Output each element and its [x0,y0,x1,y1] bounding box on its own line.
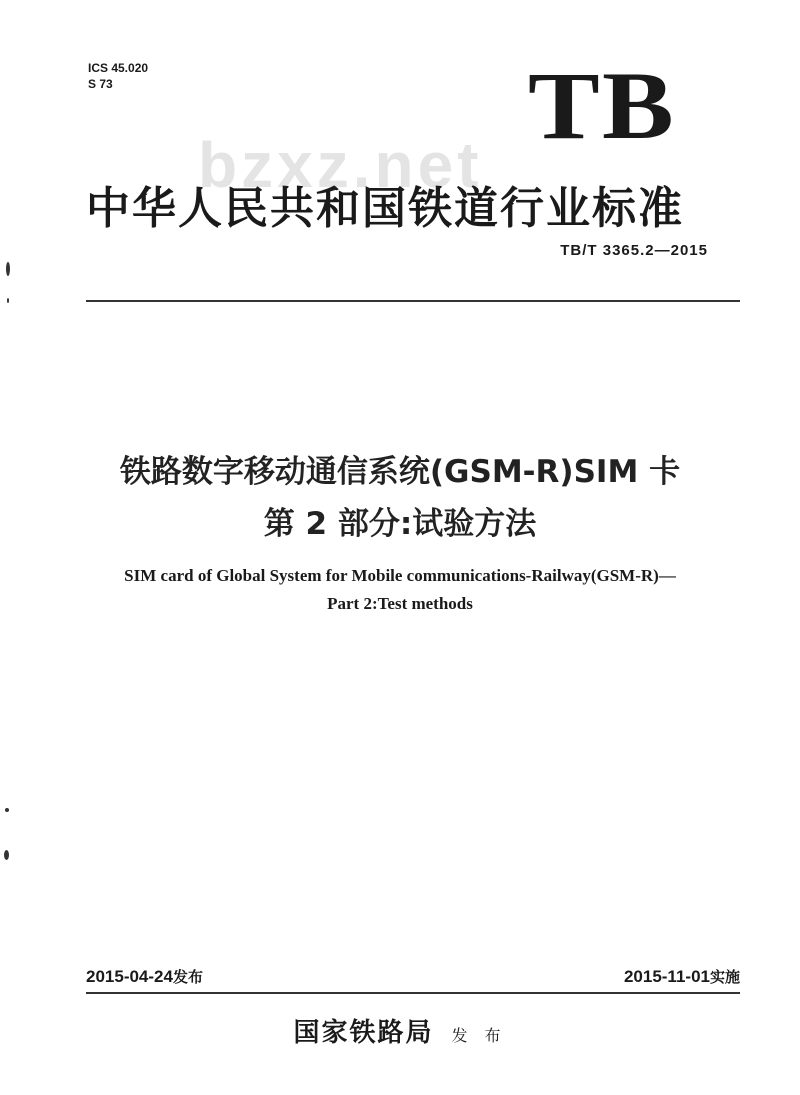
issue-date: 2015-04-24 [86,967,173,986]
publisher-line [0,1012,800,1049]
english-title-line-2: Part 2:Test methods [327,594,473,613]
standard-number: TB/T 3365.2—2015 [560,242,708,259]
effective-date: 2015-11-01 [623,967,710,986]
watermark: bzxz.net [198,129,483,201]
publish-label: 发 布 [451,1026,507,1045]
classification-codes [88,60,148,92]
tb-logo: TB [528,52,676,159]
chinese-title-line-2: 第 2 部分:试验方法 [263,506,537,542]
issue-label: 发布 [172,968,203,986]
publisher-name: 国家铁路局 [293,1018,434,1048]
scan-speck [7,298,9,303]
scan-speck [6,262,10,276]
top-divider [86,300,740,302]
effective-date-block [624,966,740,987]
standard-type-heading: 中华人民共和国铁道行业标准 [86,183,684,234]
effective-label: 实施 [709,968,740,986]
chinese-title-line-1: 铁路数字移动通信系统(GSM-R)SIM 卡 [119,454,681,490]
ics-code: ICS 45.020 [88,61,149,75]
issue-date-block [86,966,203,987]
scan-speck [4,850,9,860]
english-title-line-1: SIM card of Global System for Mobile communications-Railway(GSM-R)— [124,566,676,585]
bottom-divider [86,992,740,994]
category-code: S 73 [88,77,113,91]
scan-speck [5,808,9,812]
